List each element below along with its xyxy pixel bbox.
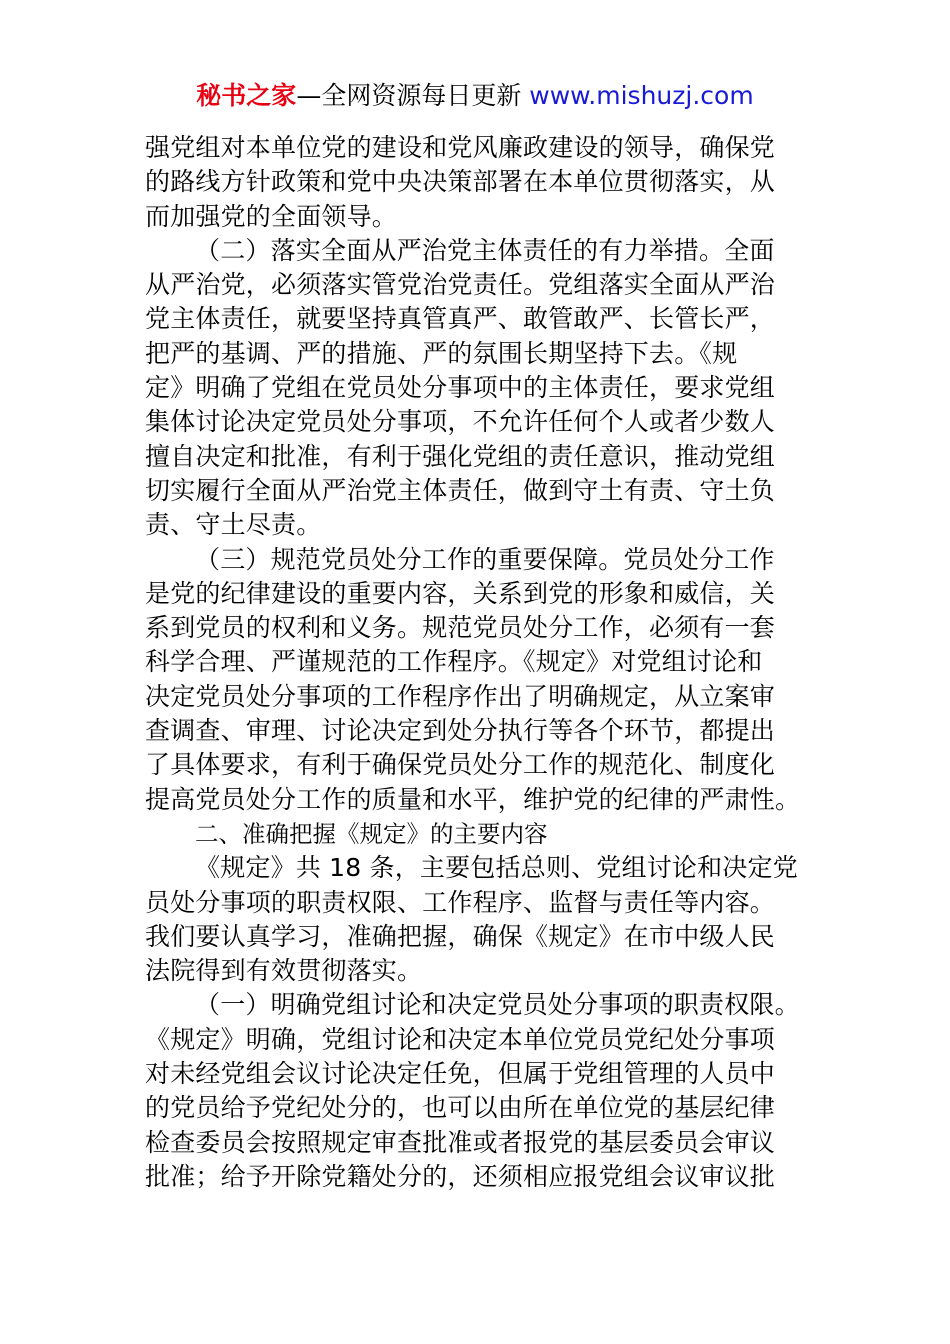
text-line: 我们要认真学习，准确把握，确保《规定》在市中级人民 [145,921,776,951]
paragraph-start: 《规定》共 18 条，主要包括总则、党组讨论和决定党 [195,853,798,883]
brand-name: 秘书之家 [196,81,297,110]
text-line: 集体讨论决定党员处分事项，不允许任何个人或者少数人 [145,407,776,437]
text-line: 提高党员处分工作的质量和水平，维护党的纪律的严肃性。 [145,784,801,814]
subsection-heading: （二）落实全面从严治党主体责任的有力举措。全面 [195,235,775,265]
text-line: 的路线方针政策和党中央决策部署在本单位贯彻落实，从 [145,167,776,197]
text-line: 了具体要求，有利于确保党员处分工作的规范化、制度化 [145,750,776,780]
text-line: 把严的基调、严的措施、严的氛围长期坚持下去。《规 [145,338,738,368]
text-line: 从严治党，必须落实管党治党责任。党组落实全面从严治 [145,270,776,300]
text-line: 擅自决定和批准，有利于强化党组的责任意识，推动党组 [145,441,776,471]
site-header [0,78,950,114]
text-line: 责、守土尽责。 [145,510,322,540]
text-line: 员处分事项的职责权限、工作程序、监督与责任等内容。 [145,887,776,917]
section-heading: 二、准确把握《规定》的主要内容 [195,819,548,848]
text-line: 党主体责任，就要坚持真管真严、敢管敢严、长管长严， [145,304,776,334]
text-line: 的党员给予党纪处分的，也可以由所在单位党的基层纪律 [145,1093,776,1123]
text-line: 批准；给予开除党籍处分的，还须相应报党组会议审议批 [145,1161,776,1191]
site-link[interactable]: www.mishuzj.com [529,81,754,110]
header-tagline: —全网资源每日更新 [296,81,530,110]
text-line: 《规定》明确，党组讨论和决定本单位党员党纪处分事项 [145,1024,776,1054]
text-line: 科学合理、严谨规范的工作程序。《规定》对党组讨论和 [145,647,763,677]
subsection-heading: （一）明确党组讨论和决定党员处分事项的职责权限。 [195,990,800,1020]
text-line: 而加强党的全面领导。 [145,201,398,231]
text-line: 强党组对本单位党的建设和党风廉政建设的领导，确保党 [145,133,776,162]
text-line: 检查委员会按照规定审查批准或者报党的基层委员会审议 [145,1127,776,1157]
text-line: 系到党员的权利和义务。规范党员处分工作，必须有一套 [145,613,776,643]
text-line: 切实履行全面从严治党主体责任，做到守土有责、守土负 [145,475,776,505]
subsection-heading: （三）规范党员处分工作的重要保障。党员处分工作 [195,544,775,574]
text-line: 查调查、审理、讨论决定到处分执行等各个环节，都提出 [145,716,776,746]
text-line: 法院得到有效贯彻落实。 [145,956,423,986]
document-body [145,131,835,1194]
text-line: 是党的纪律建设的重要内容，关系到党的形象和威信，关 [145,578,776,608]
text-line: 决定党员处分事项的工作程序作出了明确规定，从立案审 [145,681,776,711]
text-line: 定》明确了党组在党员处分事项中的主体责任，要求党组 [145,373,776,403]
text-line: 对未经党组会议讨论决定任免，但属于党组管理的人员中 [145,1059,776,1089]
